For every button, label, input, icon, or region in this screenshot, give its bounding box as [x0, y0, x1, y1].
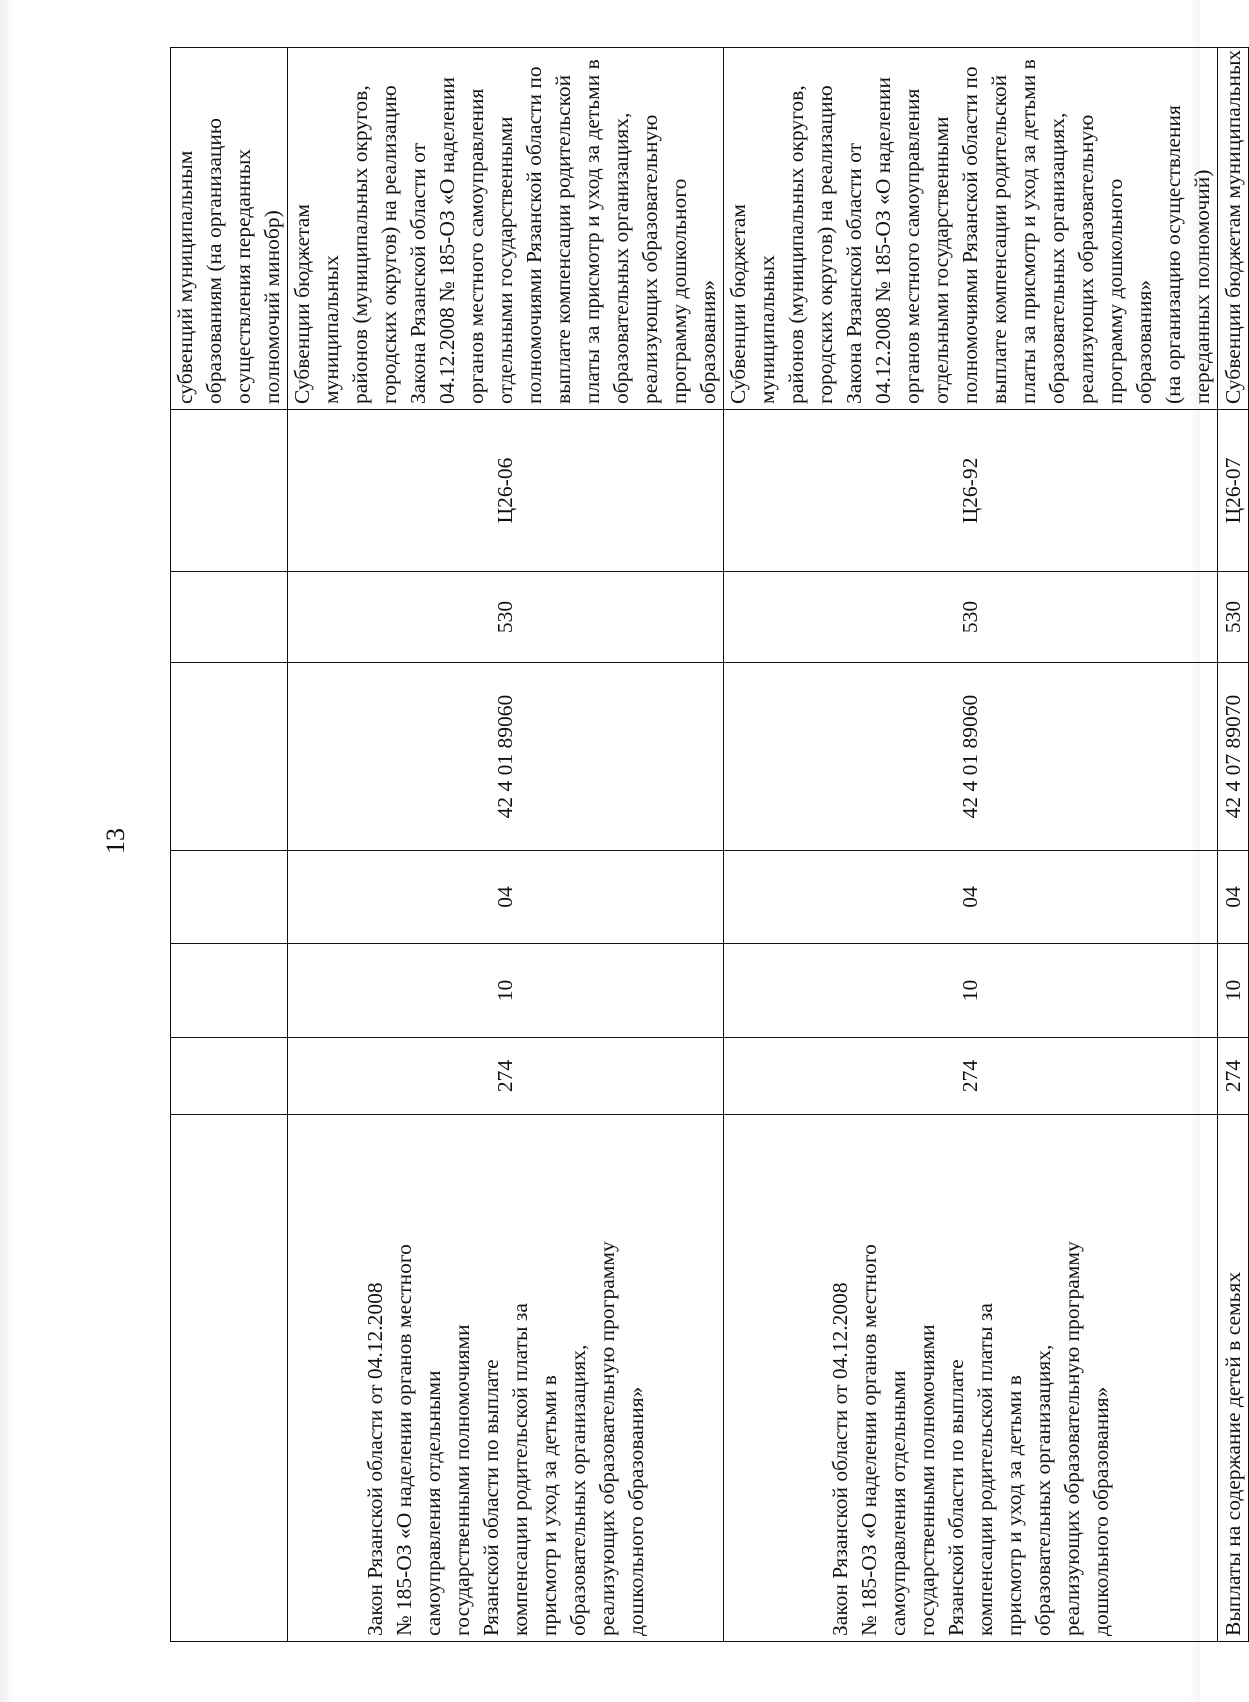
- cell-code: Ц26-06: [288, 410, 724, 572]
- table-row: [1218, 48, 1249, 1642]
- cell-description: Субвенции бюджетам муниципальных: [1218, 48, 1249, 410]
- cell-subsection: 04: [724, 851, 1218, 944]
- cell-ministry: 274: [724, 1038, 1218, 1115]
- table-row: [724, 48, 1218, 1642]
- cell-code: Ц26-07: [1218, 410, 1249, 572]
- cell-name: Выплаты на содержание детей в семьях: [1218, 1115, 1249, 1642]
- cell-subsection: 04: [288, 851, 724, 944]
- cell-target: 42 4 07 89070: [1218, 663, 1249, 851]
- cell-name: [171, 1115, 288, 1642]
- table-holder: [170, 48, 1245, 1642]
- cell-name: Закон Рязанской области от 04.12.2008 № 185-ОЗ «О наделении органов местного самоуправления отдельными государственными полномочиями Рязанской области по выплате компенсации родительской платы за присмотр и уход за детьми в образовательных организациях, реализующих образовательную программу дошкольного образования»: [288, 1115, 724, 1642]
- cell-code: [171, 410, 288, 572]
- cell-description: Субвенции бюджетам муниципальных районов (муниципальных округов, городских округов) на реализацию Закона Рязанской области от 04.12.2008 № 185-ОЗ «О наделении органов местного самоуправления отдельными государственными полномочиями Рязанской области по выплате компенсации родительской платы за присмотр и уход за детьми в образовательных организациях, реализующих образовательную программу дошкольного образования»: [288, 48, 724, 410]
- table-row: [171, 48, 288, 1642]
- cell-section: 10: [724, 944, 1218, 1038]
- rotated-table-wrapper: [170, 48, 1245, 1642]
- cell-expense-type: 530: [288, 572, 724, 663]
- cell-expense-type: 530: [724, 572, 1218, 663]
- cell-section: 10: [288, 944, 724, 1038]
- cell-name: Закон Рязанской области от 04.12.2008 № 185-ОЗ «О наделении органов местного самоуправления отдельными государственными полномочиями Рязанской области по выплате компенсации родительской платы за присмотр и уход за детьми в образовательных организациях, реализующих образовательную программу дошкольного образования»: [724, 1115, 1218, 1642]
- scan-edge-left: [0, 0, 14, 1702]
- cell-description: субвенций муниципальным образованиям (на организацию осуществления переданных полномочий минобр): [171, 48, 288, 410]
- cell-ministry: [171, 1038, 288, 1115]
- cell-expense-type: 530: [1218, 572, 1249, 663]
- page-number: 13: [101, 828, 130, 854]
- cell-target: 42 4 01 89060: [724, 663, 1218, 851]
- cell-target: [171, 663, 288, 851]
- cell-section: 10: [1218, 944, 1249, 1038]
- budget-table: [170, 47, 1249, 1642]
- cell-subsection: 04: [1218, 851, 1249, 944]
- cell-description: Субвенции бюджетам муниципальных районов (муниципальных округов, городских округов) на реализацию Закона Рязанской области от 04.12.2008 № 185-ОЗ «О наделении органов местного самоуправления отдельными государственными полномочиями Рязанской области по выплате компенсации родительской платы за присмотр и уход за детьми в образовательных организациях, реализующих образовательную программу дошкольного образования» (на организацию осуществления переданных полномочий): [724, 48, 1218, 410]
- cell-section: [171, 944, 288, 1038]
- cell-expense-type: [171, 572, 288, 663]
- cell-code: Ц26-92: [724, 410, 1218, 572]
- cell-ministry: 274: [288, 1038, 724, 1115]
- cell-ministry: 274: [1218, 1038, 1249, 1115]
- cell-subsection: [171, 851, 288, 944]
- table-row: [288, 48, 724, 1642]
- cell-target: 42 4 01 89060: [288, 663, 724, 851]
